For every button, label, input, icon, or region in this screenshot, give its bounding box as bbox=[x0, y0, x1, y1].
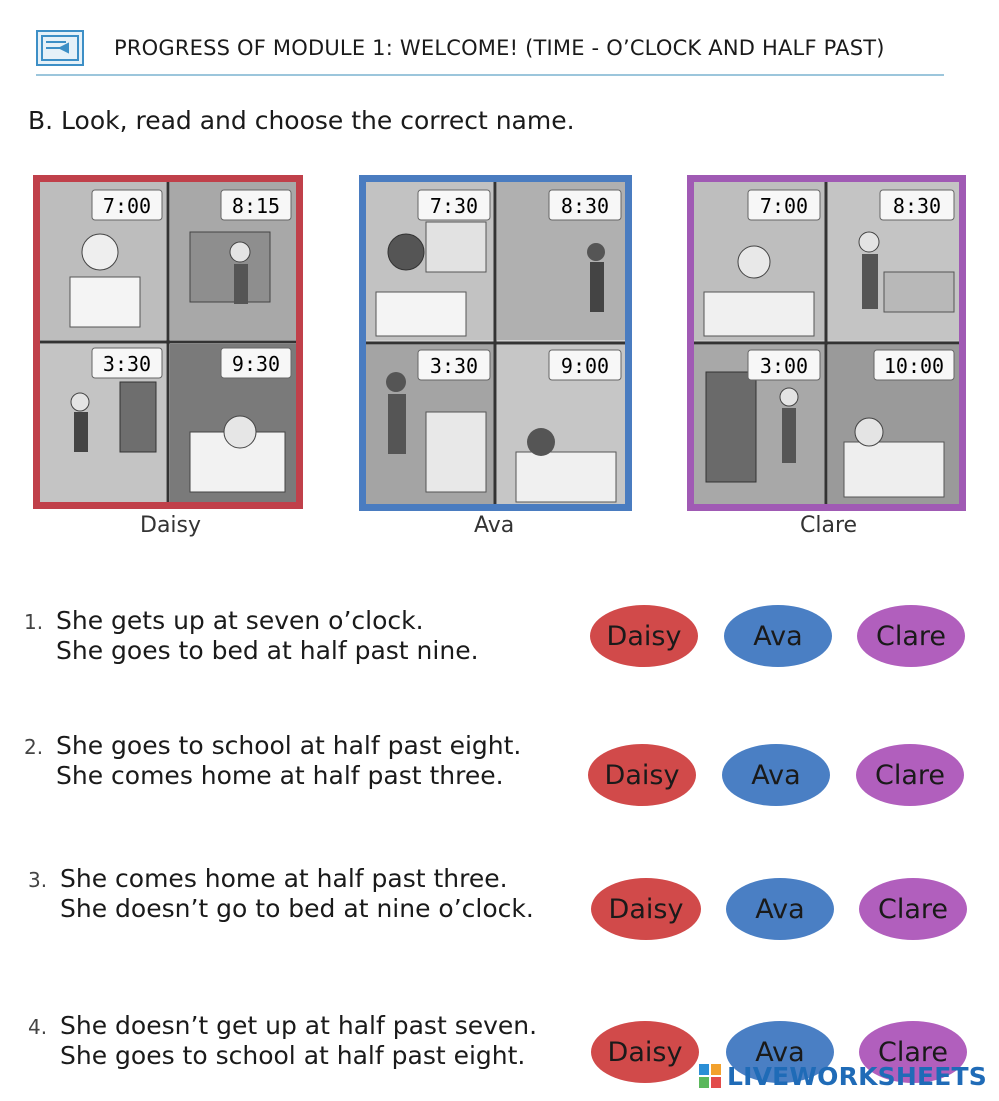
instruction-text: B. Look, read and choose the correct name. bbox=[28, 106, 575, 135]
q3-option-ava-button[interactable]: Ava bbox=[726, 878, 834, 940]
time-label: 8:30 bbox=[560, 194, 610, 218]
q2-option-clare-button[interactable]: Clare bbox=[856, 744, 964, 806]
question-number: 3. bbox=[28, 868, 48, 892]
question-line: She goes to school at half past eight. bbox=[60, 1041, 526, 1070]
q3-option-clare-button[interactable]: Clare bbox=[859, 878, 967, 940]
q1-option-daisy-button[interactable]: Daisy bbox=[590, 605, 698, 667]
clare-illustration bbox=[694, 182, 959, 504]
time-label: 8:15 bbox=[231, 194, 281, 218]
liveworksheets-brand bbox=[699, 1061, 987, 1091]
time-label: 10:00 bbox=[883, 354, 945, 378]
time-label: 9:00 bbox=[560, 354, 610, 378]
liveworksheets-logo-icon bbox=[699, 1064, 721, 1088]
time-label: 3:00 bbox=[759, 354, 809, 378]
question-line: She comes home at half past three. bbox=[56, 761, 504, 790]
q1-option-ava-button[interactable]: Ava bbox=[724, 605, 832, 667]
time-label: 7:30 bbox=[429, 194, 479, 218]
daisy-illustration bbox=[40, 182, 296, 502]
q4-option-daisy-button[interactable]: Daisy bbox=[591, 1021, 699, 1083]
q1-option-clare-button[interactable]: Clare bbox=[857, 605, 965, 667]
question-line: She doesn’t go to bed at nine o’clock. bbox=[60, 894, 534, 923]
question-number: 4. bbox=[28, 1015, 48, 1039]
ava-picture-panel bbox=[359, 175, 632, 511]
question-number: 1. bbox=[24, 610, 44, 634]
q2-option-ava-button[interactable]: Ava bbox=[722, 744, 830, 806]
liveworksheets-wordmark: LIVEWORKSHEETS bbox=[726, 1061, 987, 1091]
q3-option-daisy-button[interactable]: Daisy bbox=[591, 878, 701, 940]
q4-option-ava-button[interactable]: Ava bbox=[726, 1021, 834, 1083]
question-number: 2. bbox=[24, 735, 44, 759]
question-line: She gets up at seven o’clock. bbox=[56, 606, 424, 635]
question-line: She goes to bed at half past nine. bbox=[56, 636, 479, 665]
question-line: She doesn’t get up at half past seven. bbox=[60, 1011, 538, 1040]
time-label: 8:30 bbox=[892, 194, 942, 218]
time-label: 3:30 bbox=[102, 352, 152, 376]
module-header bbox=[36, 28, 944, 78]
module-title: PROGRESS OF MODULE 1: WELCOME! (TIME - O’CLOCK AND HALF PAST) bbox=[114, 36, 885, 60]
clare-picture-panel bbox=[687, 175, 966, 511]
q4-option-clare-button[interactable]: Clare bbox=[859, 1021, 967, 1083]
panel-caption-daisy: Daisy bbox=[140, 513, 202, 538]
panel-caption-clare: Clare bbox=[800, 513, 858, 538]
panel-caption-ava: Ava bbox=[474, 513, 515, 538]
time-label: 7:00 bbox=[759, 194, 809, 218]
header-divider bbox=[36, 74, 944, 76]
time-label: 3:30 bbox=[429, 354, 479, 378]
time-label: 7:00 bbox=[102, 194, 152, 218]
module-icon bbox=[36, 30, 84, 66]
question-line: She goes to school at half past eight. bbox=[56, 731, 522, 760]
time-label: 9:30 bbox=[231, 352, 281, 376]
q2-option-daisy-button[interactable]: Daisy bbox=[588, 744, 696, 806]
question-line: She comes home at half past three. bbox=[60, 864, 508, 893]
ava-illustration bbox=[366, 182, 625, 504]
daisy-picture-panel bbox=[33, 175, 303, 509]
